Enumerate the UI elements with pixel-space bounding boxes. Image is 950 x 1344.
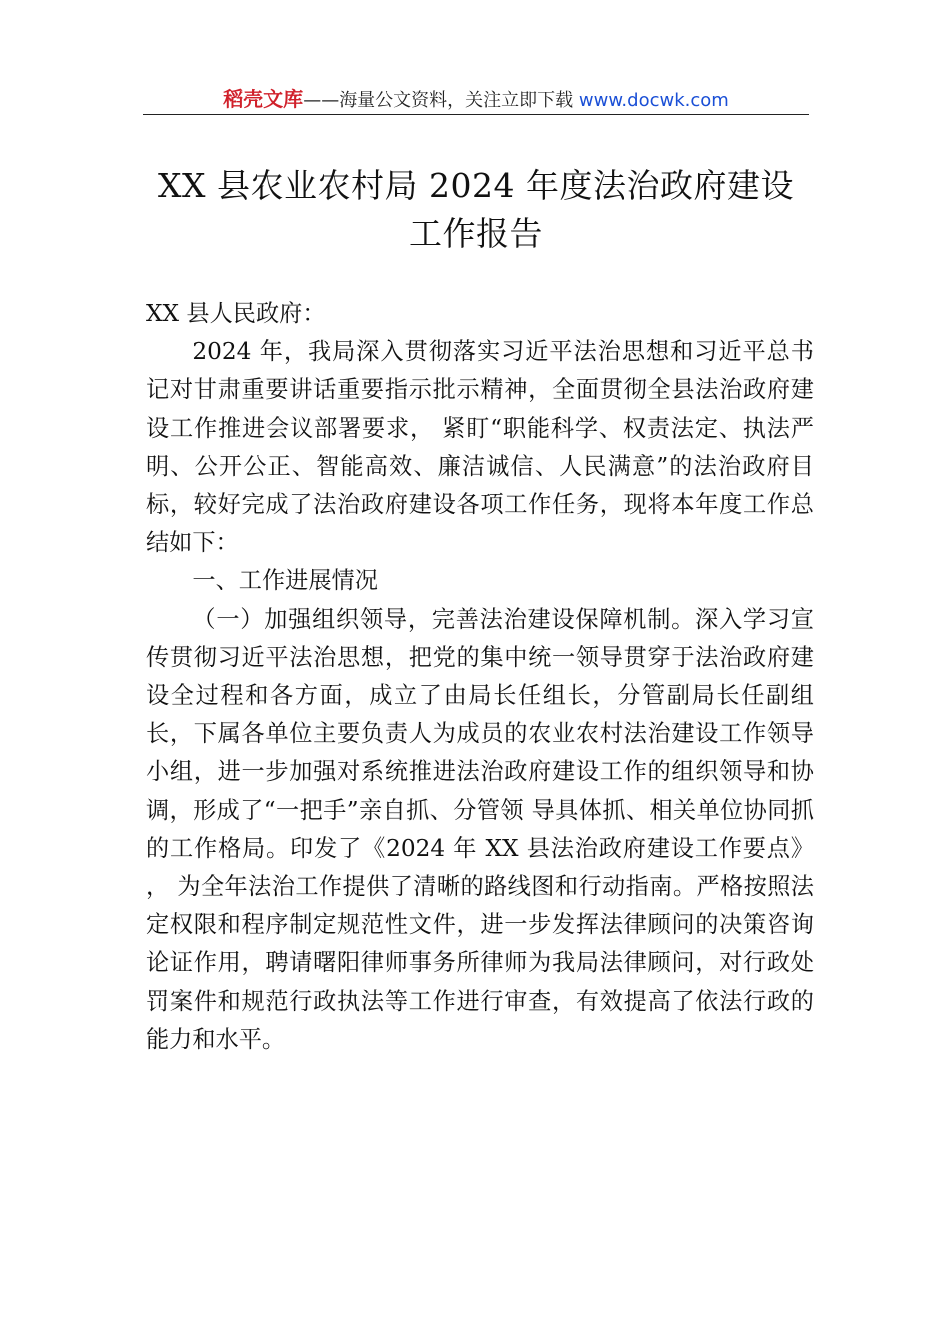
header-url-link[interactable]: www.docwk.com [578,90,729,111]
header-tagline: ——海量公文资料，关注立即下载 [303,90,579,111]
site-header [143,84,809,114]
intro-paragraph: 2024 年，我局深入贯彻落实习近平法治思想和习近平总书记对甘肃重要讲话重要指示批示精神，全面贯彻全县法治政府建设工作推进会议部署要求， 紧盯“职能科学、权责法定、执法严明、公开公正、智能高效、廉洁诚信、人民满意”的法治政府目标，较好完成了法治政府建设各项工作任务，现将本年度工作总结如下： [146,338,814,557]
title-line-1: XX 县农业农村局 2024 年度法治政府建设 [158,166,794,205]
salutation: XX 县人民政府： [146,300,326,327]
section-heading: 一、工作进展情况 [192,567,378,595]
title-line-2: 工作报告 [409,214,543,253]
header-divider [143,114,809,115]
document-body [146,295,814,1059]
document-title [143,162,809,258]
section-paragraph: （一）加强组织领导，完善法治建设保障机制。深入学习宣传贯彻习近平法治思想，把党的集中统一领导贯穿于法治政府建设全过程和各方面，成立了由局长任组长，分管副局长任副组长，下属各单位主要负责人为成员的农业农村法治建设工作领导小组，进一步加强对系统推进法治政府建设工作的组织领导和协调，形成了“一把手”亲自抓、分管领 导具体抓、相关单位协同抓的工作格局。印发了《2024 年 XX 县法治政府建设工作要点》 ， 为全年法治工作提供了清晰的路线图和行动指南。严格按照法定权限和程序制定规范性文件，进一步发挥法律顾问的决策咨询论证作用，聘请曙阳律师事务所律师为我局法律顾问，对行政处罚案件和规范行政执法等工作进行审查，有效提高了依法行政的能力和水平。 [146,605,814,1053]
brand-logo-text: 稻壳文库 [223,87,304,111]
